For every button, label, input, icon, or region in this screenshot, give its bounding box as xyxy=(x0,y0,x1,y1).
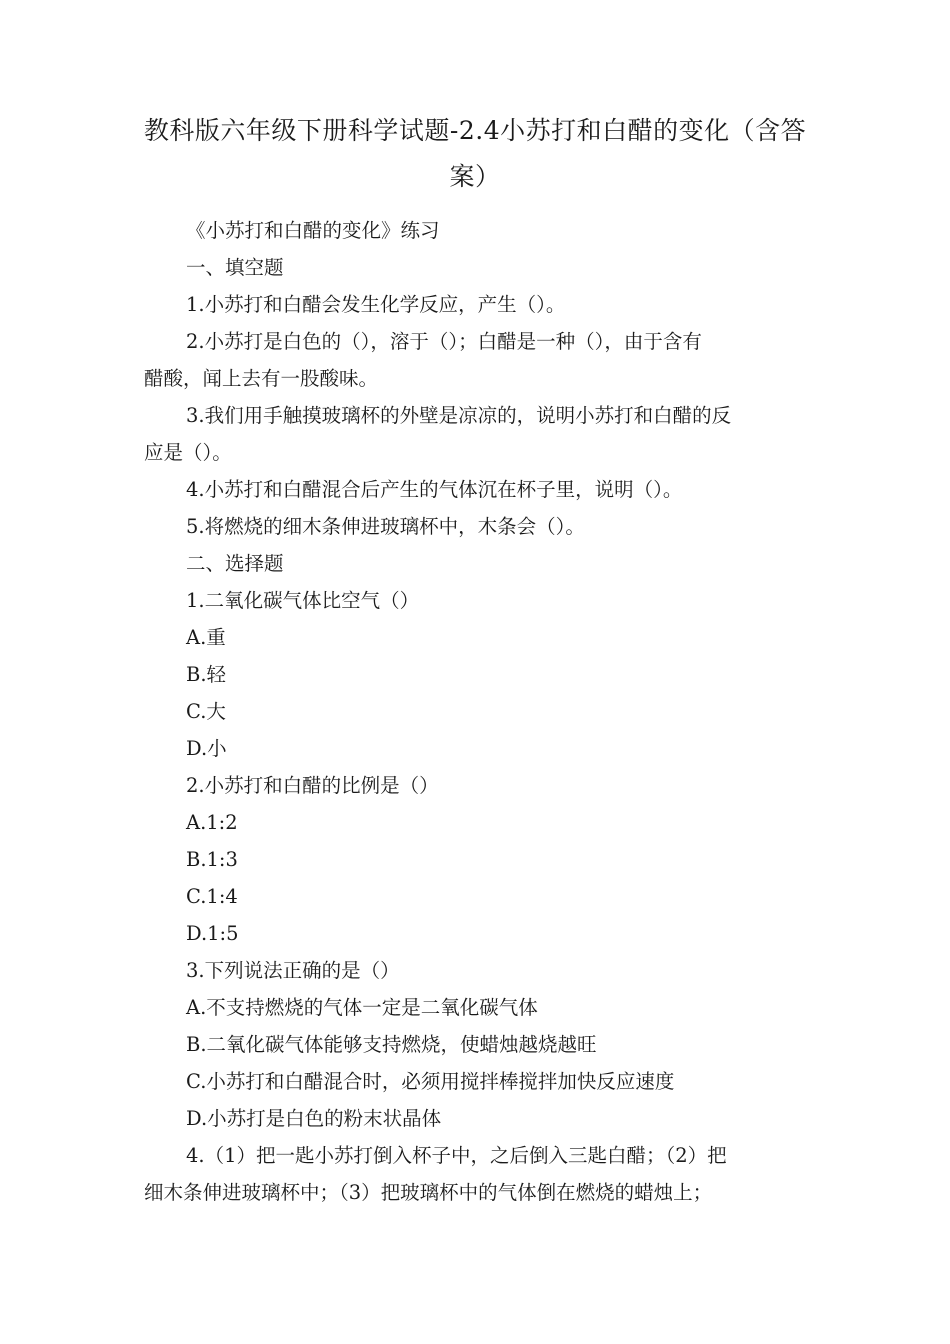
choice-3-option-d: D.小苏打是白色的粉末状晶体 xyxy=(186,1107,442,1130)
section-heading-choice: 二、选择题 xyxy=(186,552,284,575)
choice-1-option-c: C.大 xyxy=(186,700,226,723)
choice-question-4-line-2: 细木条伸进玻璃杯中；（3）把玻璃杯中的气体倒在燃烧的蜡烛上； xyxy=(144,1181,713,1204)
choice-question-3: 3.下列说法正确的是（） xyxy=(186,959,400,982)
fill-question-4: 4.小苏打和白醋混合后产生的气体沉在杯子里，说明（）。 xyxy=(186,478,683,501)
fill-question-2-line-2: 醋酸，闻上去有一股酸味。 xyxy=(144,367,379,390)
fill-question-5: 5.将燃烧的细木条伸进玻璃杯中，木条会（）。 xyxy=(186,515,585,538)
fill-question-3-line-2: 应是（）。 xyxy=(144,441,232,464)
choice-1-option-a: A.重 xyxy=(186,626,226,649)
choice-question-4-line-1: 4.（1）把一匙小苏打倒入杯子中，之后倒入三匙白醋；（2）把 xyxy=(186,1144,727,1167)
fill-question-2-line-1: 2.小苏打是白色的（），溶于（）；白醋是一种（），由于含有 xyxy=(186,330,702,353)
choice-1-option-b: B.轻 xyxy=(186,663,227,686)
choice-2-option-a: A.1:2 xyxy=(186,811,238,834)
fill-question-1: 1.小苏打和白醋会发生化学反应，产生（）。 xyxy=(186,293,566,316)
choice-3-option-b: B.二氧化碳气体能够支持燃烧，使蜡烛越烧越旺 xyxy=(186,1033,597,1056)
choice-question-1: 1.二氧化碳气体比空气（） xyxy=(186,589,420,612)
choice-2-option-c: C.1:4 xyxy=(186,885,238,908)
exercise-subtitle: 《小苏打和白醋的变化》练习 xyxy=(186,219,440,242)
choice-1-option-d: D.小 xyxy=(186,737,227,760)
choice-3-option-c: C.小苏打和白醋混合时，必须用搅拌棒搅拌加快反应速度 xyxy=(186,1070,675,1093)
section-heading-fill-blank: 一、填空题 xyxy=(186,256,284,279)
document-title: 教科版六年级下册科学试题-2.4小苏打和白醋的变化（含答案） xyxy=(143,116,807,191)
choice-2-option-b: B.1:3 xyxy=(186,848,238,871)
choice-question-2: 2.小苏打和白醋的比例是（） xyxy=(186,774,439,797)
fill-question-3-line-1: 3.我们用手触摸玻璃杯的外壁是凉凉的，说明小苏打和白醋的反 xyxy=(186,404,732,427)
choice-3-option-a: A.不支持燃烧的气体一定是二氧化碳气体 xyxy=(186,996,538,1019)
choice-2-option-d: D.1:5 xyxy=(186,922,239,945)
